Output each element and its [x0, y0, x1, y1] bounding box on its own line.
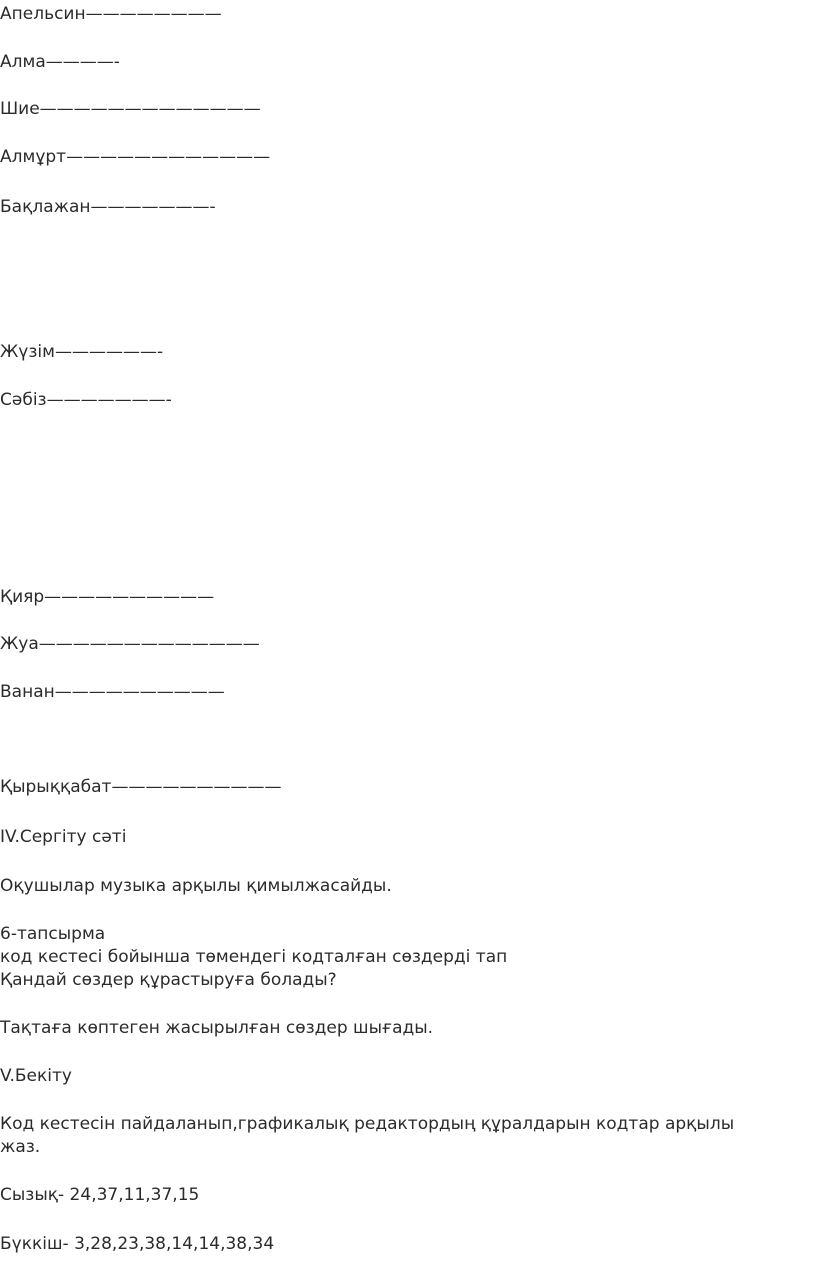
word-zhuzim: Жүзім——————- — [0, 342, 164, 362]
section-v-title: V.Бекіту — [0, 1066, 72, 1086]
word-alma: Алма————- — [0, 52, 120, 72]
section-v-text-1: Код кестесін пайдаланып,графикалық редактордың құралдарын кодтар арқылы — [0, 1114, 735, 1134]
word-qiyar: Қияр—————————— — [0, 587, 215, 607]
task6-title: 6-тапсырма — [0, 924, 106, 944]
bukkish-code: Бүккіш- 3,28,23,38,14,14,38,34 — [0, 1234, 275, 1254]
line-code: Сызық- 24,37,11,37,15 — [0, 1185, 200, 1205]
section-v-text-2: жаз. — [0, 1137, 41, 1157]
word-qyryqqabat: Қырыққабат—————————— — [0, 777, 282, 797]
word-shie: Шие————————————— — [0, 99, 261, 119]
word-zhua: Жуа————————————— — [0, 634, 260, 654]
word-vanan: Ванан—————————— — [0, 682, 225, 702]
word-sabiz: Сәбіз———————- — [0, 390, 172, 410]
section-iv-title: IV.Сергіту сәті — [0, 827, 127, 847]
word-baqlazhan: Бақлажан———————- — [0, 197, 216, 217]
task6-note: Тақтаға көптеген жасырылған сөздер шығады. — [0, 1018, 434, 1038]
task6-line-1: код кестесі бойынша төмендегі кодталған сөздерді тап — [0, 947, 508, 967]
task6-line-2: Қандай сөздер құрастыруға болады? — [0, 970, 337, 990]
word-apelsin: Апельсин———————— — [0, 4, 222, 24]
section-iv-text: Оқушылар музыка арқылы қимылжасайды. — [0, 876, 392, 896]
word-almurt: Алмұрт———————————— — [0, 147, 271, 167]
